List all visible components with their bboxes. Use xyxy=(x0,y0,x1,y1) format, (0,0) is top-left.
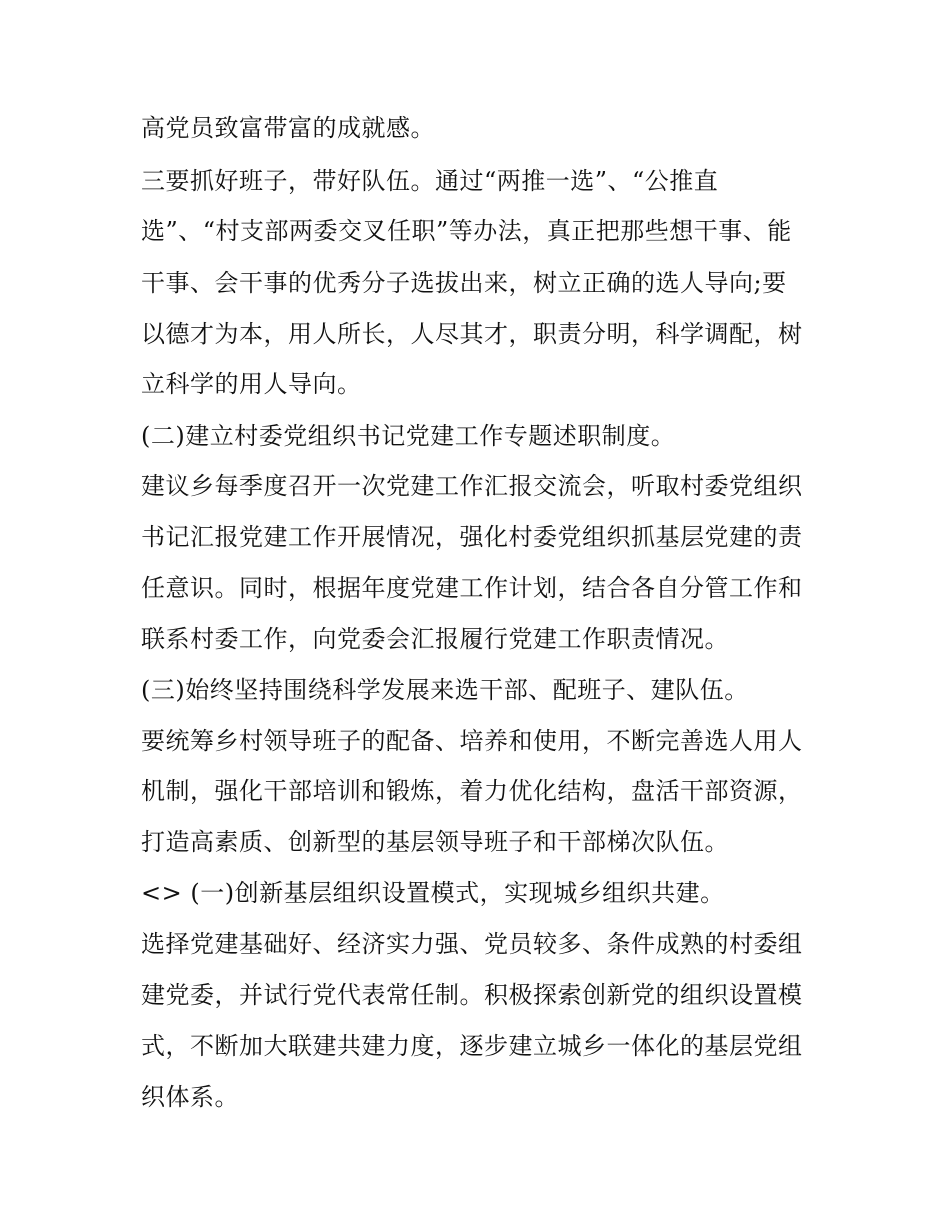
text-line: 建党委，并试行党代表常任制。积极探索创新党的组织设置模 xyxy=(141,981,803,1009)
section-heading: (三)始终坚持围绕科学发展来选干部、配班子、建队伍。 xyxy=(141,676,749,704)
text-line: 机制，强化干部培训和锻炼，着力优化结构，盘活干部资源， xyxy=(141,777,803,805)
text-line: 要统筹乡村领导班子的配备、培养和使用，不断完善选人用人 xyxy=(141,727,803,755)
section-heading: <> (一)创新基层组织设置模式，实现城乡组织共建。 xyxy=(141,879,725,907)
text-line: 任意识。同时，根据年度党建工作计划，结合各自分管工作和 xyxy=(141,574,803,602)
text-line: 干事、会干事的优秀分子选拔出来，树立正确的选人导向;要 xyxy=(141,269,787,297)
text-line: 以德才为本，用人所长，人尽其才，职责分明，科学调配，树 xyxy=(141,320,803,348)
text-line: 选”、“村支部两委交叉任职”等办法，真正把那些想干事、能 xyxy=(141,217,792,245)
section-heading: (二)建立村委党组织书记党建工作专题述职制度。 xyxy=(141,422,676,450)
text-line: 三要抓好班子，带好队伍。通过“两推一选”、“公推直 xyxy=(141,167,719,195)
text-line: 高党员致富带富的成就感。 xyxy=(141,114,435,142)
text-line: 建议乡每季度召开一次党建工作汇报交流会，听取村委党组织 xyxy=(141,472,803,500)
text-line: 联系村委工作，向党委会汇报履行党建工作职责情况。 xyxy=(141,625,729,653)
text-line: 立科学的用人导向。 xyxy=(141,370,362,398)
text-line: 打造高素质、创新型的基层领导班子和干部梯次队伍。 xyxy=(141,828,729,856)
text-line: 式，不断加大联建共建力度，逐步建立城乡一体化的基层党组 xyxy=(141,1032,803,1060)
text-line: 书记汇报党建工作开展情况，强化村委党组织抓基层党建的责 xyxy=(141,523,803,551)
text-line: 织体系。 xyxy=(141,1083,239,1111)
text-line: 选择党建基础好、经济实力强、党员较多、条件成熟的村委组 xyxy=(141,930,803,958)
